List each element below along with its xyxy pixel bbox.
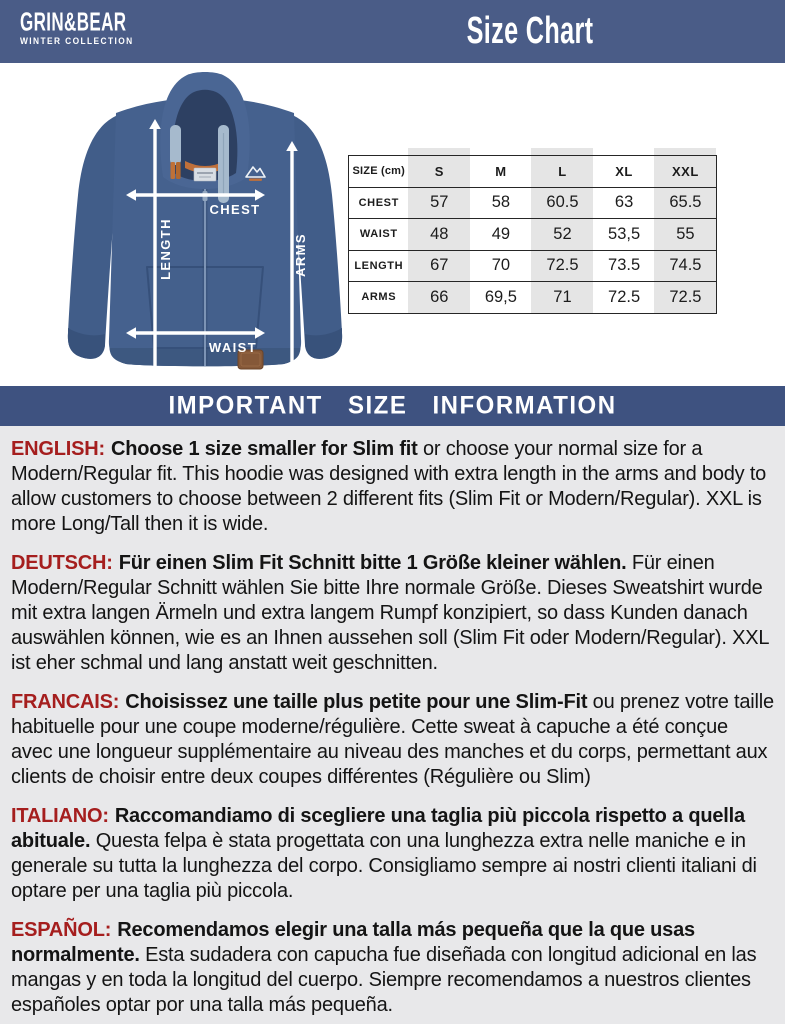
size-col-l: L [558,163,567,179]
table-row-chest [349,187,717,219]
chest-xl: 63 [614,193,634,212]
arms-s: 66 [430,287,449,306]
table-row-length [349,250,717,282]
brand-logo [20,6,164,47]
size-table-header-row [349,156,717,188]
size-col-s: S [434,163,444,179]
language-label-english: ENGLISH: [11,438,105,460]
waist-l: 52 [553,224,572,243]
arms-xl: 72.5 [608,287,641,306]
size-table-corner-header: SIZE (cm) [352,165,406,178]
arms-arrow-label: ARMS [293,233,308,277]
waist-m: 49 [491,224,511,243]
row-label-arms: ARMS [361,291,397,304]
arms-m: 69,5 [484,287,517,306]
lead-text-italiano: Raccomandiamo di scegliere una taglia più piccola rispetto a quella abituale. [11,805,745,852]
body-text-espanol: Esta sudadera con capucha fue diseñada con longitud adicional en las mangas y en toda la longitud del cuerpo. Siempre recomendamos a nuestros clientes españoles optar por una talla más pequeña. [11,944,757,1016]
size-table-wrap [348,155,716,320]
body-text-francais: ou prenez votre taille habituelle pour une coupe moderne/régulière. Cette sweat à capuche a été conçue avec une longueur supplémentaire au niveau des manches et du corps, permettant aux clients de choisir entre deux coupes différentes (Régulière ou Slim) [11,691,774,788]
size-info-italiano [11,804,774,904]
size-info-english [11,437,774,537]
language-label-deutsch: DEUTSCH: [11,552,113,574]
arms-l: 71 [553,287,572,306]
size-col-xxl: XXL [672,163,699,179]
neck-label [194,168,216,181]
page-title: Size Chart [466,9,594,52]
top-content [0,63,785,386]
size-col-m: M [495,163,507,179]
row-label-chest: CHEST [358,196,399,209]
row-label-length: LENGTH [354,259,404,272]
body-text-italiano: Questa felpa è stata progettata con una lunghezza extra nelle maniche e in generale su tutta la lunghezza del corpo. Consigliamo sempre ai nostri clienti italiani di optare per una taglia più piccola. [11,830,757,902]
hoodie-illustration [50,67,350,379]
size-info-deutsch [11,551,774,676]
lead-text-deutsch: Für einen Slim Fit Schnitt bitte 1 Größe kleiner wählen. [118,552,627,574]
row-label-waist: WAIST [359,228,398,241]
table-row-arms [349,282,717,314]
table-row-waist [349,219,717,251]
chest-xxl: 65.5 [669,193,702,212]
chest-m: 58 [491,193,511,212]
language-label-francais: FRANCAIS: [11,691,120,713]
info-banner [0,386,785,426]
length-arrow-label: LENGTH [158,218,173,280]
chest-arrow-label: CHEST [209,202,261,217]
body-text-deutsch: Für einen Modern/Regular Schnitt wählen Sie bitte Ihre normale Größe. Dieses Sweatshirt wurde mit extra langen Ärmeln und extra langem Rumpf konzipiert, so dass Kunden danach auswählen können, wie es an Ihnen aussehen soll (Slim Fit oder Modern/Regular). XXL ist eher schmal und lang anstatt weit geschnitten. [11,552,769,674]
length-xl: 73.5 [608,256,641,275]
waist-xl: 53,5 [608,224,641,243]
info-banner-title: IMPORTANT SIZE INFORMATION [168,391,617,420]
body-text-english: or choose your normal size for a Modern/Regular fit. This hoodie was designed with extra length in the arms and body to allow customers to choose between 2 different fits (Slim Fit or Modern/Regular). XXL is more Long/Tall then it is wide. [11,438,767,535]
size-table [348,155,717,314]
lead-text-espanol: Recomendamos elegir una talla más pequeña que la que usas normalmente. [11,919,695,966]
chest-s: 57 [430,193,449,212]
length-s: 67 [430,256,449,275]
lead-text-francais: Choisissez une taille plus petite pour une Slim-Fit [125,691,588,713]
length-xxl: 74.5 [669,256,702,275]
length-m: 70 [491,256,511,275]
length-l: 72.5 [546,256,579,275]
size-info-francais [11,690,774,790]
language-label-espanol: ESPAÑOL: [11,919,112,941]
size-information-sections [0,426,785,1024]
waist-s: 48 [430,224,449,243]
lead-text-english: Choose 1 size smaller for Slim fit [110,438,418,460]
size-info-espanol [11,918,774,1018]
header-bar [0,0,785,63]
waist-arrow-label: WAIST [208,340,258,355]
size-col-xl: XL [615,163,633,179]
waist-xxl: 55 [676,224,695,243]
brand-name: GRIN&BEAR [20,6,127,36]
brand-subtitle: WINTER COLLECTION [20,36,134,47]
hoodie-measurement-diagram [50,67,350,379]
arms-xxl: 72.5 [669,287,702,306]
chest-l: 60.5 [546,193,579,212]
language-label-italiano: ITALIANO: [11,805,109,827]
